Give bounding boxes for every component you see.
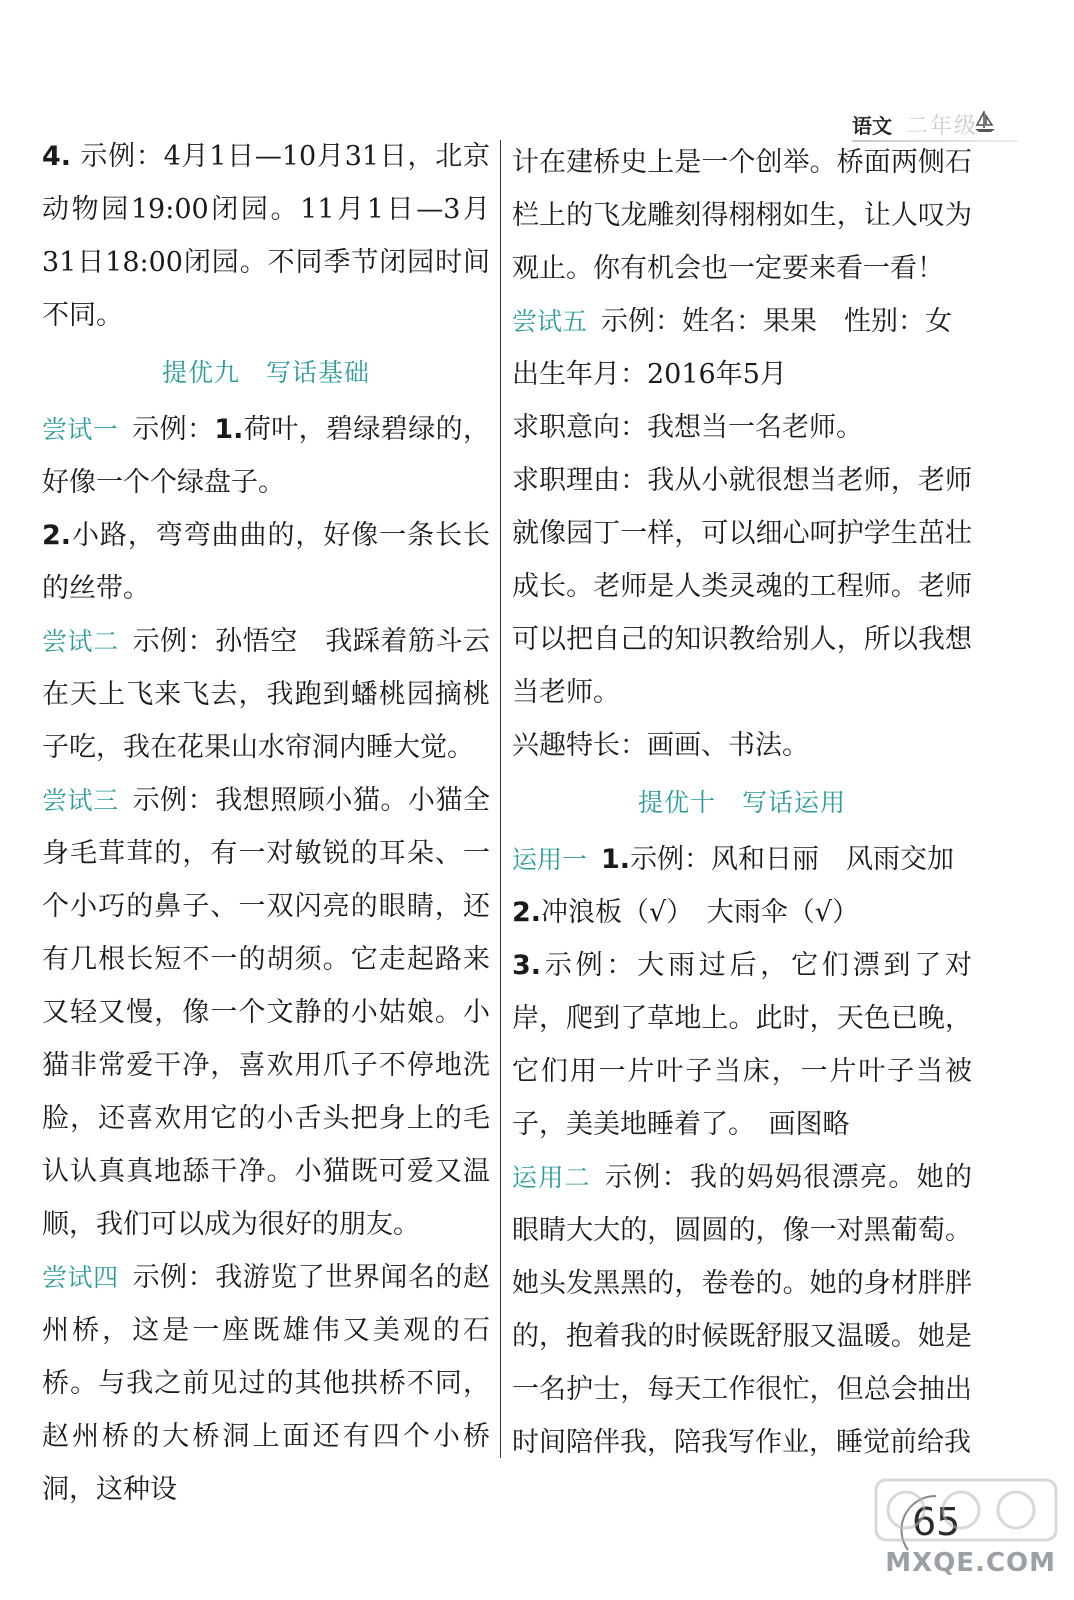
use-1-tag: 运用一	[512, 845, 588, 874]
use-1-item-2: 2.冲浪板（√） 大雨伞（√）	[512, 897, 859, 928]
right-column	[512, 136, 972, 1469]
try-4: 尝试四 示例：我游览了世界闻名的赵州桥，这是一座既雄伟又美观的石桥。与我之前见过的其他拱桥不同，赵州桥的大桥洞上面还有四个小桥洞，这种设	[42, 1262, 490, 1505]
birth-date: 出生年月：2016年5月	[512, 359, 787, 390]
left-column	[42, 130, 490, 1516]
answer-4: 4. 示例：4月1日—10月31日，北京动物园19:00闭园。11月1日—3月31日18:00闭园。不同季节闭园时间不同。	[42, 141, 490, 331]
use-1-item-3: 3.示例：大雨过后，它们漂到了对岸，爬到了草地上。此时，天色已晚，它们用一片叶子当床，一片叶子当被子，美美地睡着了。 画图略	[512, 950, 972, 1140]
try-1: 尝试一 示例：1.荷叶，碧绿碧绿的，好像一个个绿盘子。	[42, 414, 490, 498]
watermark-text: MXQE.COM	[885, 1548, 1056, 1578]
section-title-10: 提优十 写话运用	[637, 788, 846, 817]
try-1-tag: 尝试一	[42, 415, 119, 444]
job-reason: 求职理由：我从小就很想当老师，老师就像园丁一样，可以细心呵护学生茁壮成长。老师是人类灵魂的工程师。老师可以把自己的知识教给别人，所以我想当老师。	[512, 465, 972, 708]
use-2: 运用二 示例：我的妈妈很漂亮。她的眼睛大大的，圆圆的，像一对黑葡萄。她头发黑黑的，卷卷的。她的身材胖胖的，抱着我的时候既舒服又温暖。她是一名护士，每天工作很忙，但总会抽出时间陪伴我，陪我写作业，睡觉前给我	[512, 1162, 972, 1458]
try-4-tag: 尝试四	[42, 1263, 119, 1292]
page-number: 65	[912, 1500, 961, 1544]
use-2-tag: 运用二	[512, 1163, 591, 1192]
try-3-tag: 尝试三	[42, 786, 119, 815]
job-intent: 求职意向：我想当一名老师。	[512, 412, 863, 443]
sailboat-icon	[972, 108, 998, 134]
try-5: 尝试五 示例：姓名：果果 性别：女	[512, 306, 953, 337]
use-1: 运用一 1.示例：风和日丽 风雨交加	[512, 844, 955, 875]
header-grade: 二年级	[905, 113, 978, 139]
column-divider	[500, 140, 501, 1458]
try-1-item-2: 2.小路，弯弯曲曲的，好像一条长长的丝带。	[42, 520, 490, 604]
hobbies: 兴趣特长：画画、书法。	[512, 730, 809, 761]
try-2: 尝试二 示例：孙悟空 我踩着筋斗云在天上飞来飞去，我跑到蟠桃园摘桃子吃，我在花果山水帘洞内睡大觉。	[42, 626, 490, 763]
try-5-tag: 尝试五	[512, 307, 588, 336]
try-2-tag: 尝试二	[42, 627, 119, 656]
try-3: 尝试三 示例：我想照顾小猫。小猫全身毛茸茸的，有一对敏锐的耳朵、一个小巧的鼻子、一双闪亮的眼睛，还有几根长短不一的胡须。它走起路来又轻又慢，像一个文静的小姑娘。小猫非常爱干净，喜欢用爪子不停地洗脸，还喜欢用它的小舌头把身上的毛认认真真地舔干净。小猫既可爱又温顺，我们可以成为很好的朋友。	[42, 785, 490, 1240]
try-4-continued: 计在建桥史上是一个创举。桥面两侧石栏上的飞龙雕刻得栩栩如生，让人叹为观止。你有机会也一定要来看一看！	[512, 147, 972, 284]
header-subject: 语文	[851, 113, 892, 138]
section-title-9: 提优九 写话基础	[161, 358, 370, 387]
